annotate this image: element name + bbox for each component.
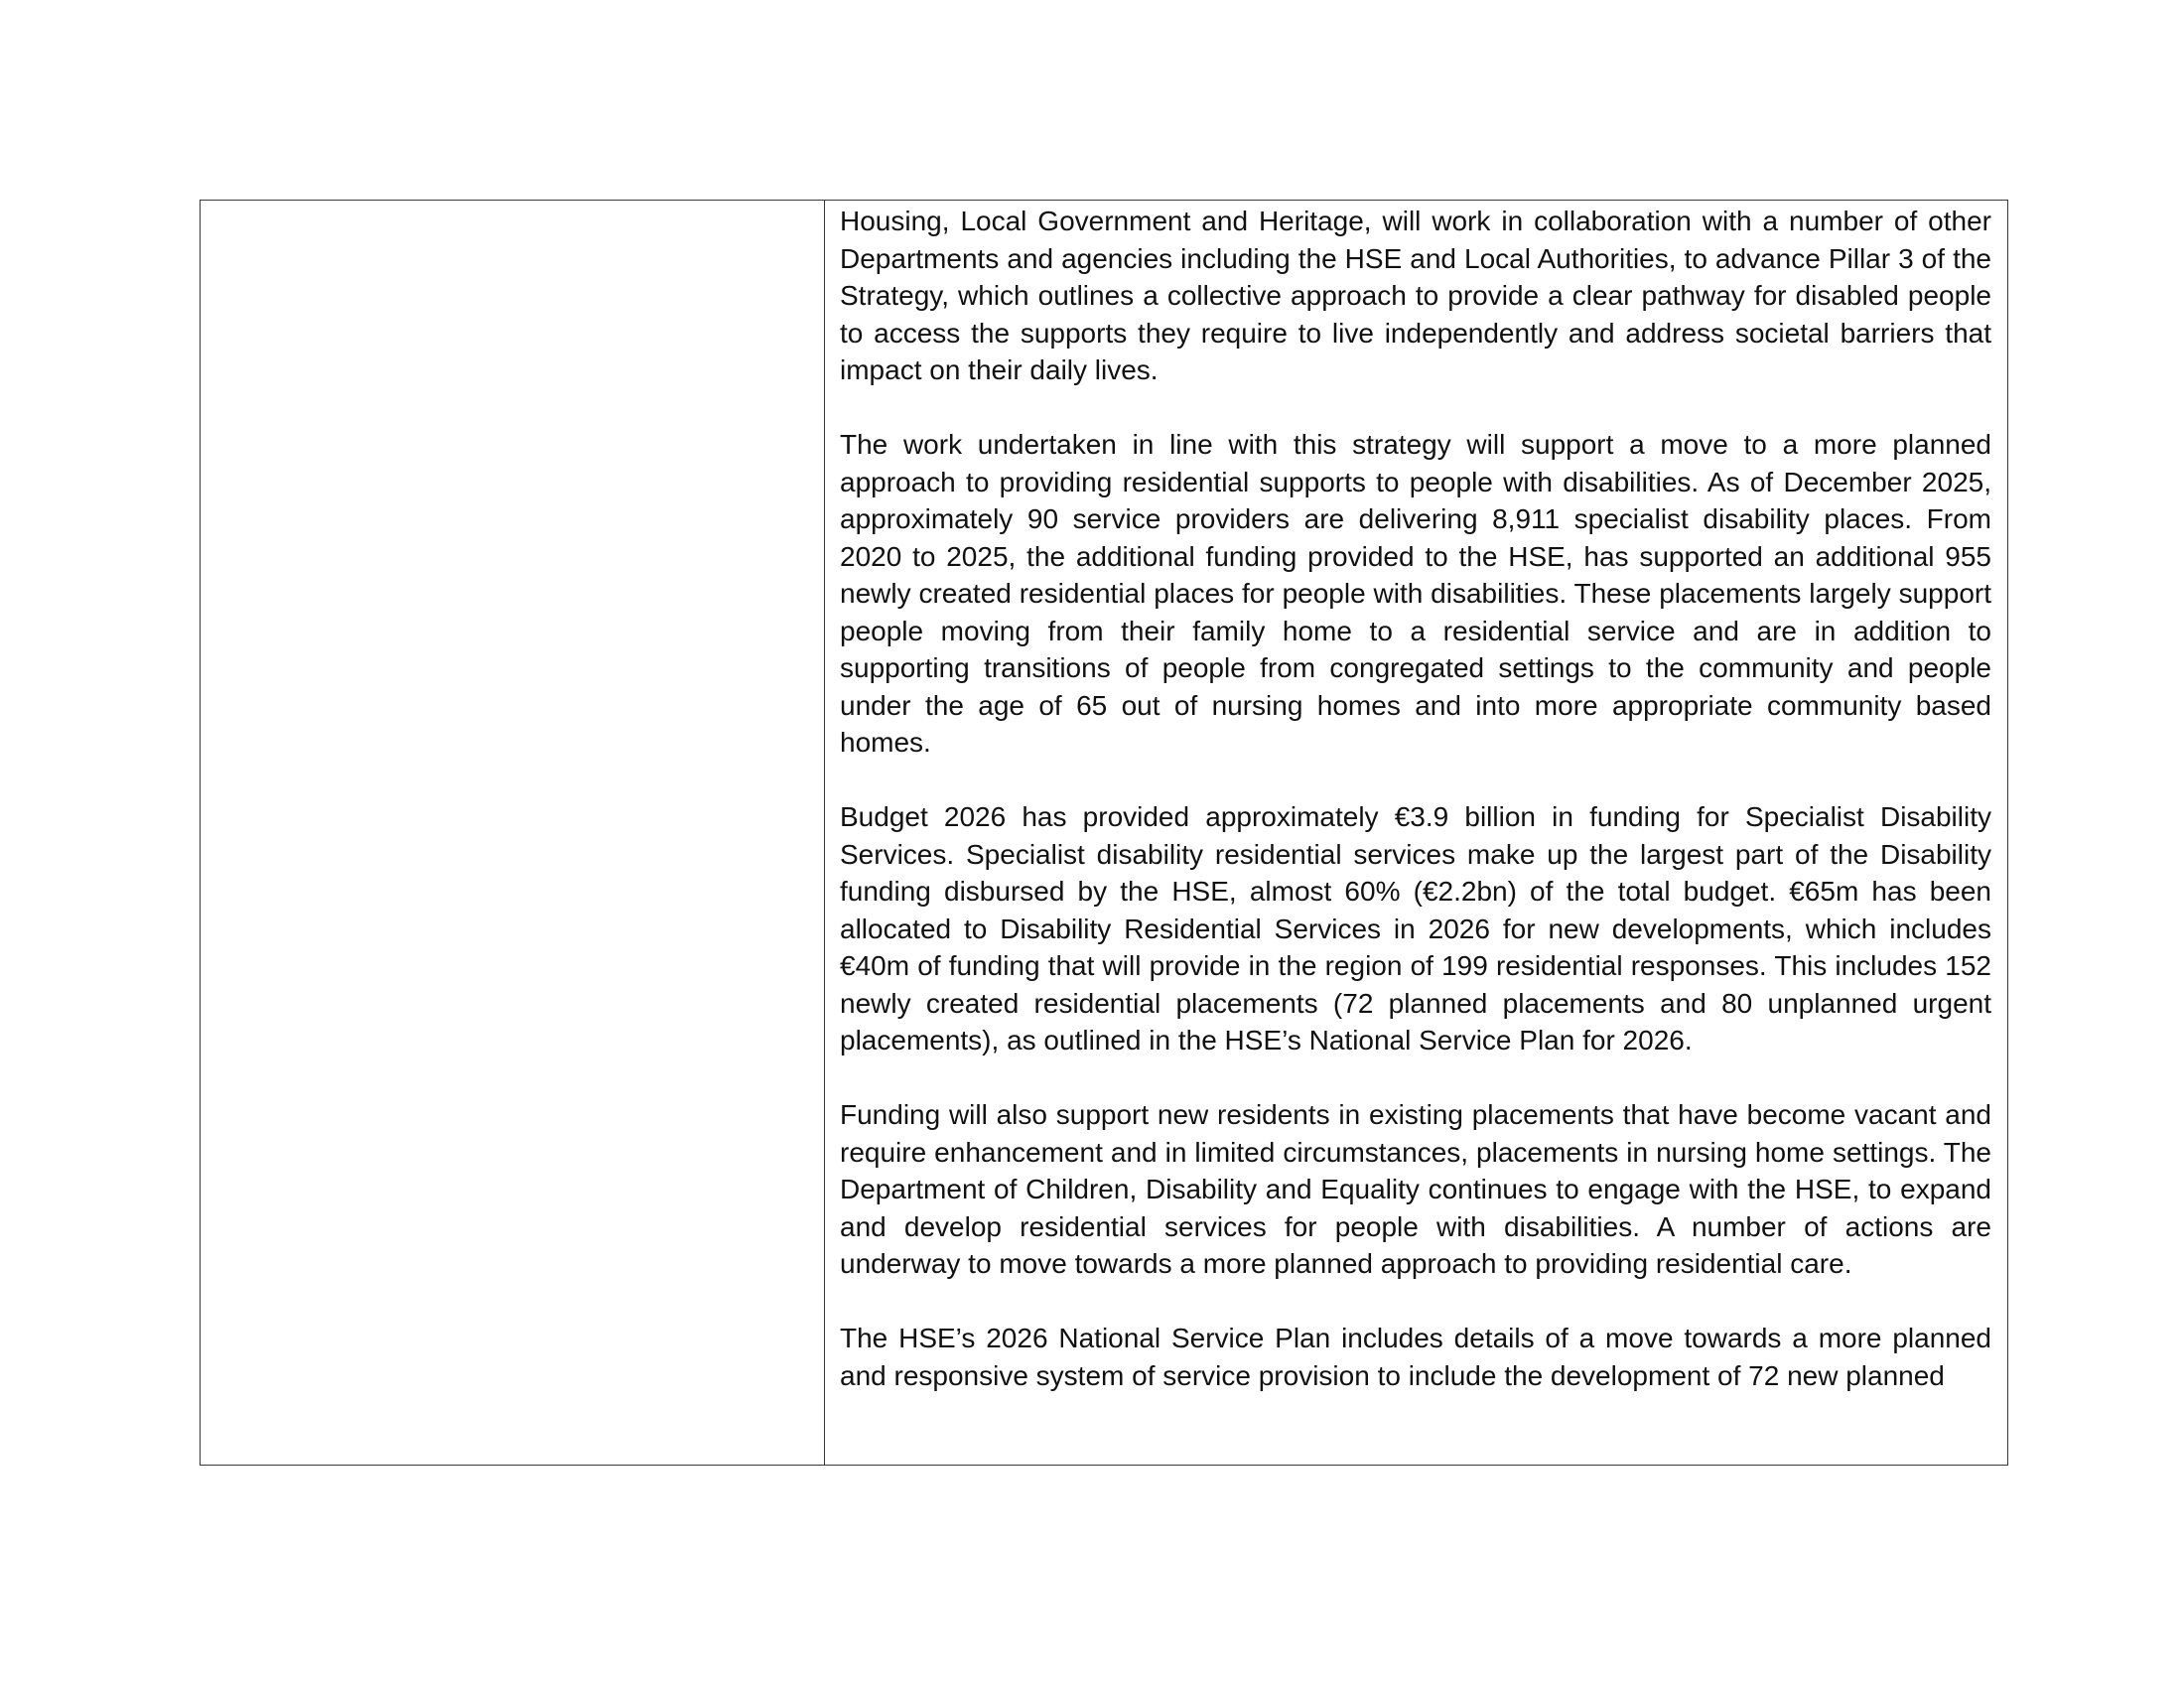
table-cell-right [825, 201, 2007, 1465]
table-cell-left [201, 201, 825, 1465]
content-table [200, 200, 2008, 1466]
paragraph-budget-2026: Budget 2026 has provided approximately €3.9 billion in funding for Specialist Disability Services. Specialist disability residential services make up the largest part of the Disability funding disbursed by the HSE, almost 60% (€2.2bn) of the total budget. €65m has been allocated to Disability Residential Services in 2026 for new developments, which includes €40m of funding that will provide in the region of 199 residential responses. This includes 152 newly created residential placements (72 planned placements and 80 unplanned urgent placements), as outlined in the HSE’s National Service Plan for 2026. [840, 801, 1991, 1055]
paragraph-national-service-plan: The HSE’s 2026 National Service Plan includes details of a move towards a more planned and responsive system of service provision to include the development of 72 new planned [840, 1323, 1991, 1391]
paragraph-funding-support: Funding will also support new residents in existing placements that have become vacant and require enhancement and in limited circumstances, placements in nursing home settings. The Department of Children, Disability and Equality continues to engage with the HSE, to expand and develop residential services for people with disabilities. A number of actions are underway to move towards a more planned approach to providing residential care. [840, 1099, 1991, 1279]
paragraph-strategy-collaboration: Housing, Local Government and Heritage, will work in collaboration with a number of other Departments and agencies including the HSE and Local Authorities, to advance Pillar 3 of the Strategy, which outlines a collective approach to provide a clear pathway for disabled people to access the supports they require to live independently and address societal barriers that impact on their daily lives. [840, 206, 1991, 385]
paragraph-residential-supports: The work undertaken in line with this strategy will support a move to a more planned approach to providing residential supports to people with disabilities. As of December 2025, approximately 90 service providers are delivering 8,911 specialist disability places. From 2020 to 2025, the additional funding provided to the HSE, has supported an additional 955 newly created residential places for people with disabilities. These placements largely support people moving from their family home to a residential service and are in addition to supporting transitions of people from congregated settings to the community and people under the age of 65 out of nursing homes and into more appropriate community based homes. [840, 429, 1991, 758]
